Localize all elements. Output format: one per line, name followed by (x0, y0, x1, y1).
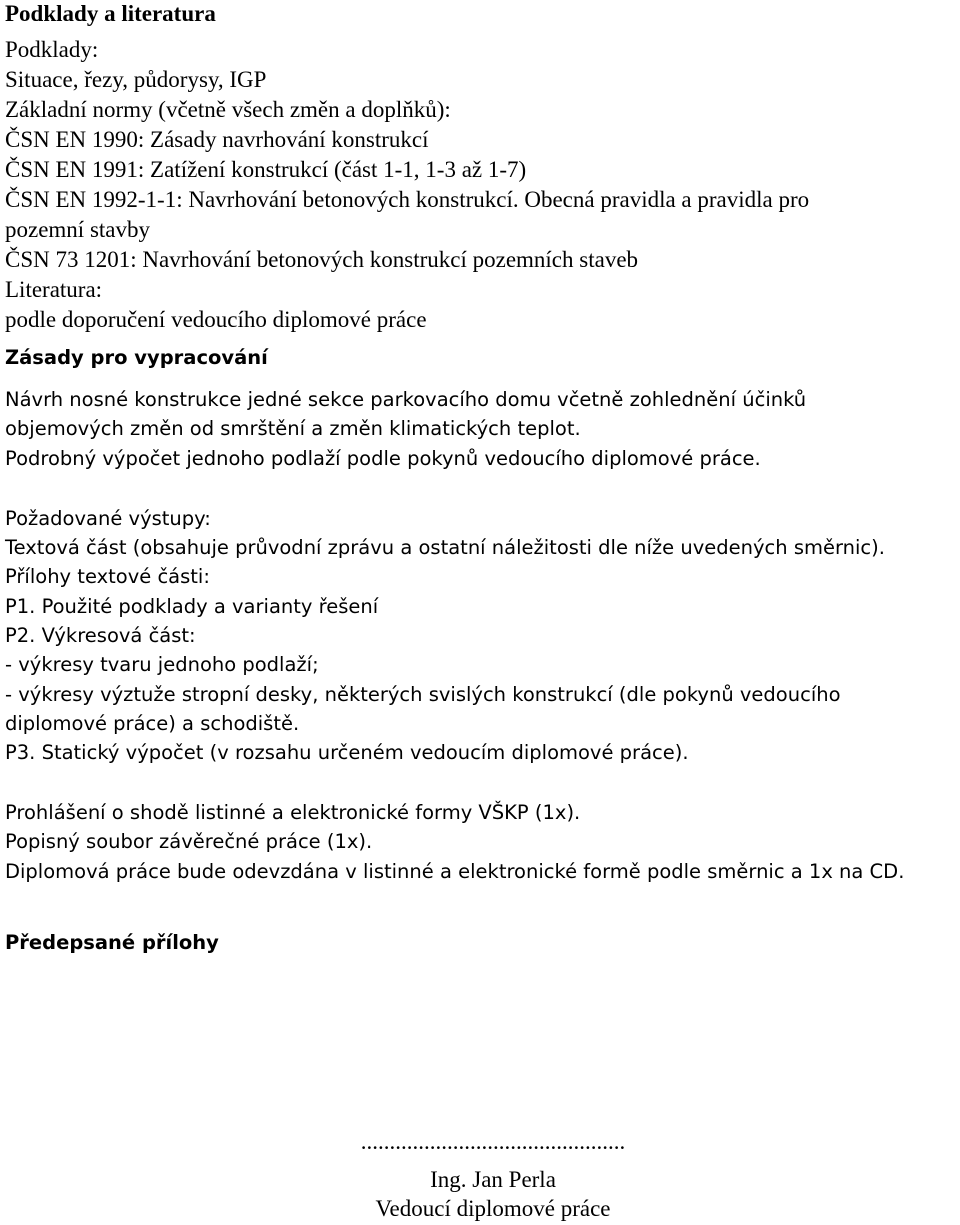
text-line: Základní normy (včetně všech změn a doplňků): (5, 97, 451, 122)
text-line: ČSN EN 1992-1-1: Navrhování betonových konstrukcí. Obecná pravidla a pravidla pro (5, 187, 810, 212)
signature-name: Ing. Jan Perla (430, 1167, 556, 1192)
section-heading-podklady: Podklady a literatura (5, 1, 216, 26)
text-line: P2. Výkresová část: (5, 624, 196, 647)
text-line: - výkresy výztuže stropní desky, některých svislých konstrukcí (dle pokynů vedoucího (5, 683, 841, 706)
text-line: ČSN EN 1991: Zatížení konstrukcí (část 1-1, 1-3 až 1-7) (5, 157, 527, 182)
section-heading-prilohy: Předepsané přílohy (5, 931, 219, 954)
section-heading-zasady: Zásady pro vypracování (5, 346, 268, 369)
text-line: Prohlášení o shodě listinné a elektronické formy VŠKP (1x). (5, 801, 581, 824)
signature-line: .............................................. (360, 1129, 626, 1154)
text-line: Diplomová práce bude odevzdána v listinné a elektronické formě podle směrnic a 1x na CD. (5, 860, 905, 883)
text-line: Popisný soubor závěrečné práce (1x). (5, 830, 373, 853)
text-line: podle doporučení vedoucího diplomové práce (5, 307, 427, 332)
text-line: Přílohy textové části: (5, 565, 210, 588)
text-line: P3. Statický výpočet (v rozsahu určeném vedoucím diplomové práce). (5, 741, 689, 764)
text-line: objemových změn od smrštění a změn klimatických teplot. (5, 417, 581, 440)
text-line: Návrh nosné konstrukce jedné sekce parkovacího domu včetně zohlednění účinků (5, 388, 807, 411)
text-line: Podrobný výpočet jednoho podlaží podle pokynů vedoucího diplomové práce. (5, 447, 761, 470)
text-line: diplomové práce) a schodiště. (5, 712, 300, 735)
text-line: ČSN 73 1201: Navrhování betonových konstrukcí pozemních staveb (5, 247, 639, 272)
text-line: - výkresy tvaru jednoho podlaží; (5, 653, 319, 676)
text-line: Situace, řezy, půdorysy, IGP (5, 67, 267, 92)
text-line: Textová část (obsahuje průvodní zprávu a ostatní náležitosti dle níže uvedených směrnic). (5, 536, 885, 559)
text-line: Podklady: (5, 37, 99, 62)
text-line: pozemní stavby (5, 217, 150, 242)
text-line: Literatura: (5, 277, 103, 302)
text-line: P1. Použité podklady a varianty řešení (5, 595, 379, 618)
text-line: Požadované výstupy: (5, 507, 211, 530)
text-line: ČSN EN 1990: Zásady navrhování konstrukcí (5, 127, 429, 152)
signature-role: Vedoucí diplomové práce (375, 1196, 611, 1221)
